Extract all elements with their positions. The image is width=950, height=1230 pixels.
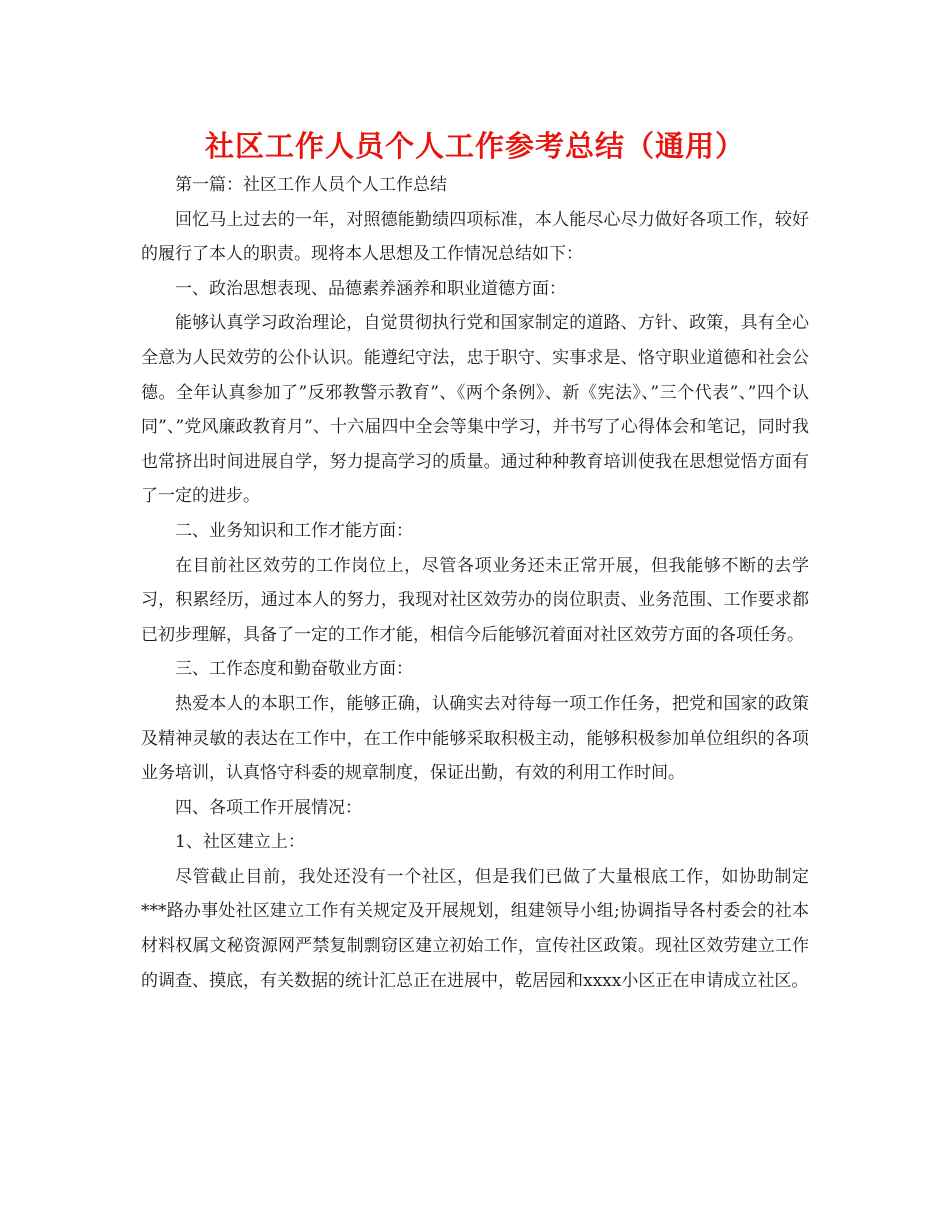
heading-work-progress: 四、各项工作开展情况：: [175, 797, 362, 818]
paragraph-community-building: 尽管截止目前，我处还没有一个社区，但是我们已做了大量根底工作，如协助制定***路办事处社区建立工作有关规定及开展规划，组建领导小组;协调指导各村委会的社本材料权属文秘资源网严禁复制剽窃区建立初始工作，宣传社区政策。现社区效劳建立工作的调查、摸底，有关数据的统计汇总正在进展中，乾居园和xxxx小区正在申请成立社区。: [141, 866, 809, 991]
heading-business-knowledge: 二、业务知识和工作才能方面：: [175, 520, 413, 541]
subheading-community-building: 1、社区建立上：: [175, 832, 305, 853]
document-body: [141, 168, 809, 998]
heading-work-attitude: 三、工作态度和勤奋敬业方面：: [175, 659, 413, 680]
paragraph-section-heading: 第一篇：社区工作人员个人工作总结: [175, 175, 447, 195]
paragraph-intro: 回忆马上过去的一年，对照德能勤绩四项标准，本人能尽心尽力做好各项工作，较好的履行了本人的职责。现将本人思想及工作情况总结如下：: [141, 209, 809, 265]
heading-political-thought: 一、政治思想表现、品德素养涵养和职业道德方面：: [175, 278, 566, 299]
document-title: 社区工作人员个人工作参考总结（通用）: [204, 129, 745, 163]
paragraph-work-attitude: 热爱本人的本职工作，能够正确，认确实去对待每一项工作任务，把党和国家的政策及精神灵敏的表达在工作中，在工作中能够采取积极主动，能够积极参加单位组织的各项业务培训，认真恪守科委的规章制度，保证出勤，有效的利用工作时间。: [141, 693, 809, 784]
paragraph-political-thought: 能够认真学习政治理论，自觉贯彻执行党和国家制定的道路、方针、政策，具有全心全意为人民效劳的公仆认识。能遵纪守法，忠于职守、实事求是、恪守职业道德和社会公德。全年认真参加了”反邪教警示教育”、《两个条例》、新《宪法》、”三个代表”、”四个认同”、”党风廉政教育月”、十六届四中全会等集中学习，并书写了心得体会和笔记，同时我也常挤出时间进展自学，努力提高学习的质量。通过种种教育培训使我在思想觉悟方面有了一定的进步。: [141, 313, 809, 507]
paragraph-business-knowledge: 在目前社区效劳的工作岗位上，尽管各项业务还未正常开展，但我能够不断的去学习，积累经历，通过本人的努力，我现对社区效劳办的岗位职责、业务范围、工作要求都已初步理解，具备了一定的工作才能，相信今后能够沉着面对社区效劳方面的各项任务。: [141, 555, 809, 645]
